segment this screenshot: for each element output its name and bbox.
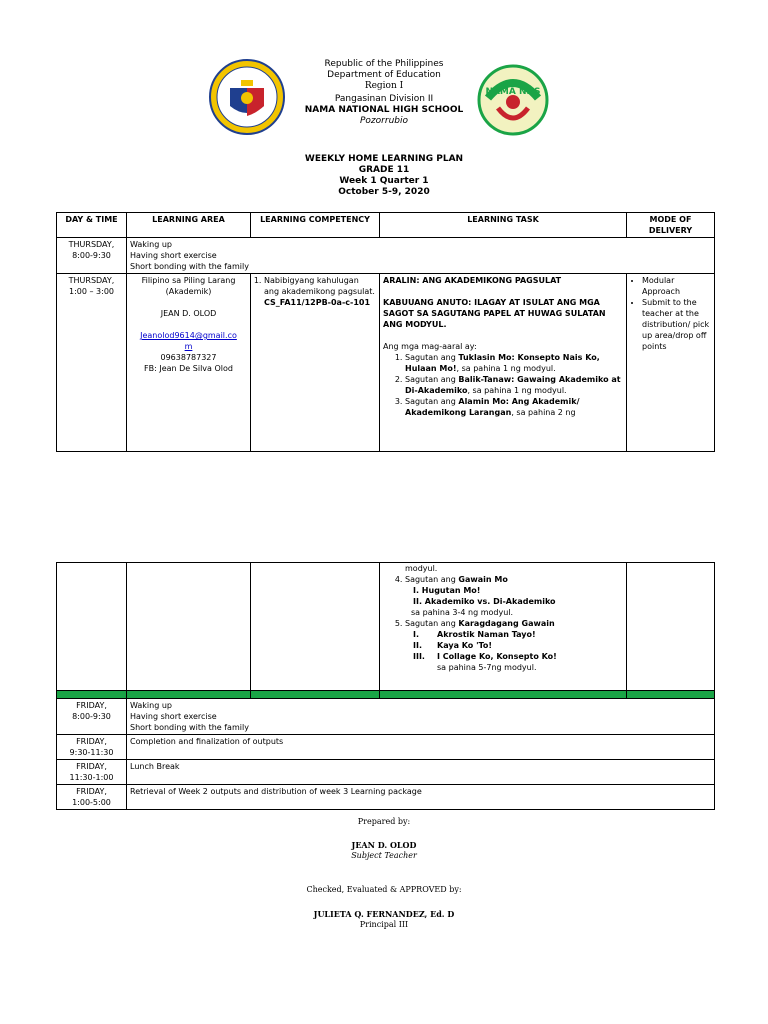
prepared-by-role: Subject Teacher bbox=[351, 851, 417, 860]
town-line: Pozorrubio bbox=[360, 116, 408, 126]
prepared-by-label: Prepared by: bbox=[357, 817, 411, 826]
header-learning-competency: LEARNING COMPETENCY bbox=[251, 213, 380, 238]
mode-of-delivery-cell: • Modular Approach • Submit to the teacher at the distribution/ pick up area/drop off points bbox=[627, 274, 715, 452]
school-name: NAMA NATIONAL HIGH SCHOOL bbox=[304, 105, 464, 115]
plan-title: WEEKLY HOME LEARNING PLAN bbox=[304, 154, 464, 164]
header-learning-area: LEARNING AREA bbox=[127, 213, 251, 238]
day-time-cell: THURSDAY, 8:00-9:30 bbox=[57, 238, 127, 274]
school-logo-text: NAMA NHS bbox=[485, 87, 541, 97]
prepared-by-name: JEAN D. OLOD bbox=[351, 840, 417, 850]
header-learning-task: LEARNING TASK bbox=[380, 213, 627, 238]
region-line: Region I bbox=[364, 81, 404, 91]
table-row bbox=[57, 238, 715, 274]
checked-by-label: Checked, Evaluated & APPROVED by: bbox=[306, 885, 462, 894]
plan-dates: October 5-9, 2020 bbox=[338, 187, 430, 197]
learning-area-cell: Filipino sa Piling Larang (Akademik) JEAN D. OLOD Jeanolod9614@gmail.co m 09638787327 FB: Jean De Silva Olod bbox=[127, 274, 251, 452]
table-row bbox=[57, 274, 715, 452]
division-line: Pangasinan Division II bbox=[334, 94, 434, 104]
plan-week: Week 1 Quarter 1 bbox=[339, 176, 429, 186]
table-row: FRIDAY, 8:00-9:30 Waking up Having short exercise Short bonding with the family bbox=[57, 699, 715, 735]
department-line: Department of Education bbox=[327, 70, 441, 80]
table-row bbox=[57, 563, 715, 691]
header-day-time: DAY & TIME bbox=[57, 213, 127, 238]
learning-plan-table-bottom bbox=[56, 562, 715, 810]
table-row: FRIDAY, 11:30-1:00 Lunch Break bbox=[57, 760, 715, 785]
plan-grade: GRADE 11 bbox=[358, 165, 410, 175]
checked-by-role: Principal III bbox=[359, 920, 409, 929]
learning-task-cell: ARALIN: ANG AKADEMIKONG PAGSULAT KABUUANG ANUTO: ILAGAY AT ISULAT ANG MGA SAGOT SA SAGUTANG PAPEL AT HUWAG SULATAN ANG MODYUL. Ang mga mag-aaral ay: 1. Sagutan ang Tuklasin Mo: Konsepto Nais Ko, Hulaan Mo!, sa pahina 1 ng modyul. 2. Sagutan ang Balik-Tanaw: Gawaing Akademiko at Di-Akademiko, sa pahina 1 ng modyul. 3. Sagutan ang Alamin Mo: Ang Akademik/ Akademikong Larangan, sa pahina 2 ng bbox=[380, 274, 627, 452]
teacher-email-link[interactable]: Jeanolod9614@gmail.co m bbox=[140, 331, 237, 351]
table-row: FRIDAY, 1:00-5:00 Retrieval of Week 2 outputs and distribution of week 3 Learning package bbox=[57, 785, 715, 810]
checked-by-name: JULIETA Q. FERNANDEZ, Ed. D bbox=[313, 909, 455, 919]
learning-task-continued-cell: modyul. 4. Sagutan ang Gawain Mo I. Hugutan Mo! II. Akademiko vs. Di-Akademiko sa pahina 3-4 ng modyul. 5. Sagutan ang Karagdagang Gawain I. Akrostik Naman Tayo! II. Kaya Ko 'To! III. I Collage Ko, Konsepto Ko! sa pahina 5-7ng modyul. bbox=[380, 563, 627, 691]
republic-line: Republic of the Philippines bbox=[324, 59, 444, 69]
green-divider-row bbox=[57, 691, 715, 699]
learning-competency-cell: 1. Nabibigyang kahulugan ang akademikong pagsulat. CS_FA11/12PB-0a-c-101 bbox=[251, 274, 380, 452]
table-row: FRIDAY, 9:30-11:30 Completion and finalization of outputs bbox=[57, 735, 715, 760]
routine-cell: Waking up Having short exercise Short bonding with the family bbox=[127, 238, 715, 274]
header-mode-of-delivery: MODE OF DELIVERY bbox=[627, 213, 715, 238]
day-time-cell: THURSDAY, 1:00 – 3:00 bbox=[57, 274, 127, 452]
learning-plan-table-top bbox=[56, 212, 715, 452]
